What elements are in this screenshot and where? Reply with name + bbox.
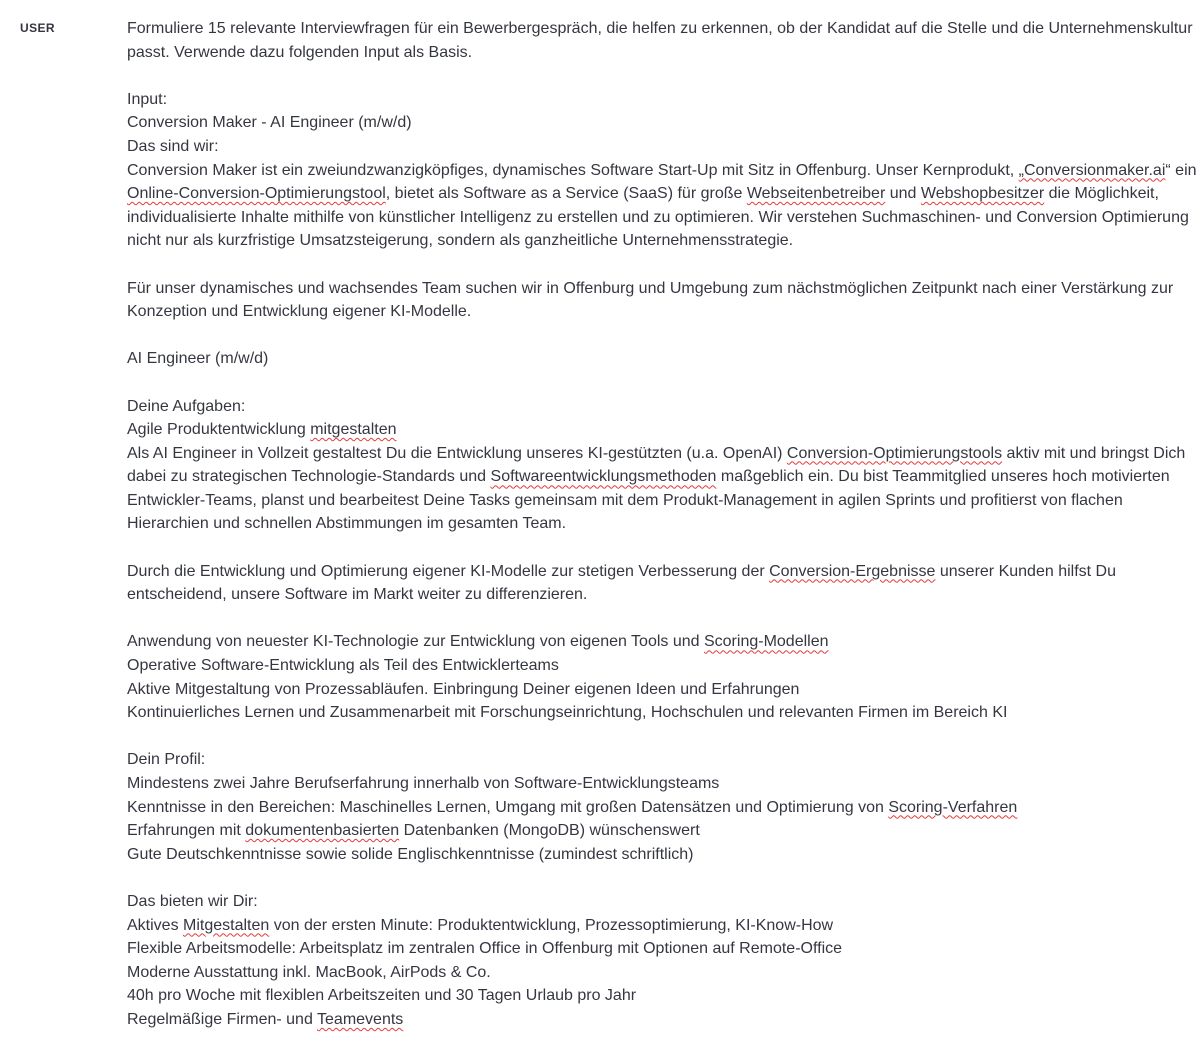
paragraph-gap (127, 371, 1187, 395)
spellcheck-flagged-word: Conversion-Optimierungstools (786, 444, 1003, 462)
text-segment: Als AI Engineer in Vollzeit gestaltest Du die Entwicklung unseres KI-gestützten (u.a. OpenAI) (127, 444, 787, 462)
text-segment: Kenntnisse in den Bereichen: Maschinelles Lernen, Umgang mit großen Datensätzen und Optimierung von (127, 798, 889, 816)
message-role-label: USER (20, 21, 55, 35)
message-line (127, 465, 1187, 489)
paragraph-gap (127, 536, 1187, 560)
message-line: Mindestens zwei Jahre Berufserfahrung innerhalb von Software-Entwicklungsteams (127, 775, 720, 792)
text-segment: , bietet als Software as a Service (SaaS) für große (385, 185, 747, 203)
user-message[interactable] (127, 17, 1197, 1032)
message-line: Dein Profil: (127, 751, 206, 769)
message-line: Moderne Ausstattung inkl. MacBook, AirPods & Co. (127, 963, 491, 981)
message-line: Deine Aufgaben: (127, 397, 246, 415)
message-line: entscheidend, unsere Software im Markt weiter zu differenzieren. (127, 586, 588, 604)
message-line (127, 418, 1187, 442)
paragraph-gap (127, 607, 1187, 631)
spellcheck-flagged-word: Online-Conversion-Optimierungstool (127, 185, 386, 203)
spellcheck-flagged-word: Mitgestalten (183, 916, 270, 934)
text-segment: maßgeblich ein. Du bist Teammitglied unseres hoch motivierten (716, 468, 1170, 486)
paragraph-gap (127, 725, 1187, 749)
message-line: Das bieten wir Dir: (127, 892, 258, 910)
spellcheck-flagged-word: Conversion-Ergebnisse (769, 562, 936, 580)
spellcheck-flagged-word: Scoring-Verfahren (888, 798, 1018, 816)
message-line: Conversion Maker - AI Engineer (m/w/d) (127, 114, 412, 132)
text-segment: Agile Produktentwicklung (127, 421, 311, 439)
message-line (127, 182, 1187, 206)
text-segment: unserer Kunden hilfst Du (935, 562, 1116, 580)
text-segment: Erfahrungen mit (127, 822, 246, 840)
spellcheck-flagged-word: Scoring-Modellen (703, 633, 829, 651)
message-line: 40h pro Woche mit flexiblen Arbeitszeiten und 30 Tagen Urlaub pro Jahr (127, 987, 637, 1005)
text-segment: Durch die Entwicklung und Optimierung eigener KI-Modelle zur stetigen Verbesserung der (127, 562, 770, 580)
text-segment: “ ein (1165, 161, 1197, 179)
spellcheck-flagged-word: Teamevents (317, 1010, 404, 1028)
message-line: Flexible Arbeitsmodelle: Arbeitsplatz im zentralen Office in Offenburg mit Optionen auf Remote-Office (127, 940, 843, 958)
message-line (127, 630, 1187, 654)
text-segment: und (885, 185, 921, 203)
spellcheck-flagged-word: dokumentenbasierten (245, 822, 400, 840)
message-line (127, 560, 1187, 584)
message-line: Für unser dynamisches und wachsendes Team suchen wir in Offenburg und Umgebung zum nächstmöglichen Zeitpunkt nach einer Verstärkung zur (127, 279, 1174, 297)
message-line: AI Engineer (m/w/d) (127, 350, 269, 368)
message-line (127, 1008, 1187, 1032)
message-line (127, 796, 1187, 820)
paragraph-gap (127, 324, 1187, 348)
text-segment: Conversion Maker ist ein zweiundzwanzigköpfiges, dynamisches Software Start-Up mit Sitz in Offenburg. Unser Kernprodukt, (127, 161, 1019, 179)
spellcheck-flagged-word: mitgestalten (310, 421, 397, 439)
text-segment: dabei zu strategischen Technologie-Standards und (127, 468, 491, 486)
text-segment: aktiv mit und bringst Dich (1002, 444, 1186, 462)
spellcheck-flagged-word: Webshopbesitzer (920, 185, 1045, 203)
text-segment: Regelmäßige Firmen- und (127, 1010, 318, 1028)
paragraph-gap (127, 866, 1187, 890)
message-line: Das sind wir: (127, 137, 219, 155)
text-segment: die Möglichkeit, (1044, 185, 1159, 203)
message-line: Entwickler-Teams, planst und bearbeitest Deine Tasks gemeinsam mit dem Produkt-Management in agilen Sprints und profitierst von flachen (127, 491, 1123, 509)
message-line: Formuliere 15 relevante Interviewfragen für ein Bewerbergespräch, die helfen zu erkennen, ob der Kandidat auf die Stelle und die Unternehmenskultur (127, 20, 1193, 37)
paragraph-gap (127, 253, 1187, 277)
spellcheck-flagged-word: Softwareentwicklungsmethoden (490, 468, 717, 486)
message-line (127, 159, 1197, 183)
message-line: individualisierte Inhalte mithilfe von künstlicher Intelligenz zu erstellen und zu optimieren. Wir verstehen Suchmaschinen- und Conversion Optimierung (127, 208, 1189, 226)
message-line: Input: (127, 90, 168, 108)
text-segment: Aktives (127, 916, 184, 934)
text-segment: Anwendung von neuester KI-Technologie zur Entwicklung von eigenen Tools und (127, 633, 704, 651)
message-line (127, 442, 1187, 466)
message-line: Hierarchien und schnellen Abstimmungen im gesamten Team. (127, 515, 567, 533)
message-line: passt. Verwende dazu folgenden Input als Basis. (127, 43, 473, 61)
message-line (127, 914, 1187, 938)
spellcheck-flagged-word: Webseitenbetreiber (746, 185, 886, 203)
text-segment: von der ersten Minute: Produktentwicklung, Prozessoptimierung, KI-Know-How (269, 916, 834, 934)
message-line: Aktive Mitgestaltung von Prozessabläufen. Einbringung Deiner eigenen Ideen und Erfahrungen (127, 680, 800, 698)
message-line: Kontinuierliches Lernen und Zusammenarbeit mit Forschungseinrichtung, Hochschulen und relevanten Firmen im Bereich KI (127, 704, 1008, 722)
message-line: Operative Software-Entwicklung als Teil des Entwicklerteams (127, 657, 559, 675)
message-line: nicht nur als kurzfristige Umsatzsteigerung, sondern als ganzheitliche Unternehmensstrategie. (127, 232, 794, 250)
message-line: Gute Deutschkenntnisse sowie solide Englischkenntnisse (zumindest schriftlich) (127, 845, 694, 863)
message-line: Konzeption und Entwicklung eigener KI-Modelle. (127, 303, 472, 321)
message-line (127, 819, 1187, 843)
text-segment: Datenbanken (MongoDB) wünschenswert (399, 822, 700, 840)
spellcheck-flagged-word: „Conversionmaker.ai (1018, 161, 1166, 179)
paragraph-gap (127, 64, 1187, 88)
